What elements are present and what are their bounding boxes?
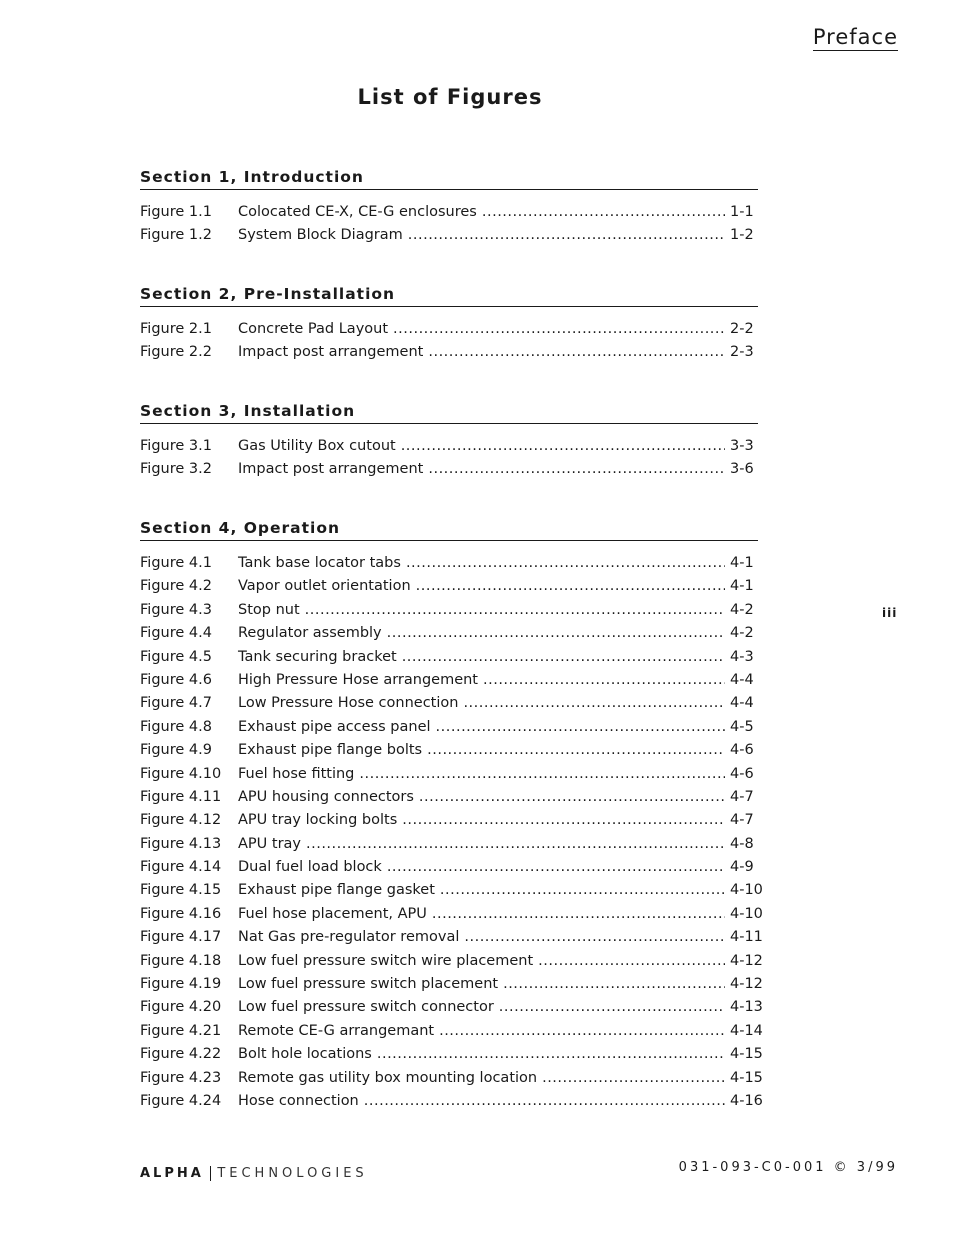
- list-item: [140, 555, 758, 578]
- figure-number: Figure 4.13: [140, 835, 222, 852]
- figure-caption: Impact post arrangement: [238, 344, 424, 361]
- entry-list: [140, 204, 758, 251]
- dot-leader: [402, 812, 725, 828]
- list-item: [140, 929, 763, 952]
- page-reference: 4-10: [730, 905, 763, 922]
- figure-number: Figure 4.6: [140, 671, 212, 688]
- dot-leader: [482, 204, 725, 220]
- list-item: [140, 1069, 763, 1093]
- figure-number: Figure 3.2: [140, 461, 212, 478]
- figure-caption: System Block Diagram: [238, 227, 403, 244]
- figure-number: Figure 4.21: [140, 1022, 222, 1039]
- list-item: [140, 836, 758, 859]
- page-reference: 3-6: [730, 461, 754, 478]
- list-item: [140, 321, 758, 344]
- list-item: [140, 999, 763, 1022]
- dot-leader: [305, 602, 725, 618]
- section-heading: Section 4, Operation: [140, 517, 758, 541]
- page-reference: 4-7: [730, 812, 754, 829]
- list-item: [140, 1092, 763, 1116]
- dot-leader: [402, 649, 725, 665]
- page-reference: 4-1: [730, 578, 754, 595]
- figure-caption: Exhaust pipe flange bolts: [238, 742, 423, 759]
- figure-caption: Low fuel pressure switch connector: [238, 999, 494, 1016]
- page-number: iii: [882, 606, 898, 620]
- figure-caption: Regulator assembly: [238, 625, 382, 642]
- figure-caption: Bolt hole locations: [238, 1046, 372, 1063]
- page-reference: 4-12: [730, 952, 763, 969]
- document-number: 031-093-C0-001 © 3/99: [678, 1160, 898, 1175]
- section-introduction: [140, 166, 758, 251]
- list-item: [140, 602, 758, 625]
- page-reference: 4-3: [730, 648, 754, 665]
- list-item: [140, 695, 758, 718]
- figure-caption: Dual fuel load block: [238, 859, 382, 876]
- page-reference: 4-4: [730, 671, 754, 688]
- figure-number: Figure 4.10: [140, 765, 222, 782]
- list-item: [140, 976, 763, 999]
- list-item: [140, 766, 758, 789]
- dot-leader: [364, 1093, 725, 1109]
- figure-number: Figure 4.3: [140, 601, 212, 618]
- dot-leader: [483, 672, 725, 688]
- section-heading: Section 1, Introduction: [140, 166, 758, 190]
- dot-leader: [306, 836, 725, 852]
- dot-leader: [387, 859, 725, 875]
- list-item: [140, 742, 758, 765]
- figure-number: Figure 4.7: [140, 695, 212, 712]
- figure-caption: Hose connection: [238, 1092, 359, 1109]
- figure-caption: Colocated CE-X, CE-G enclosures: [238, 204, 477, 220]
- page-reference: 4-6: [730, 742, 754, 759]
- page-reference: 2-3: [730, 344, 754, 361]
- figure-number: Figure 4.24: [140, 1092, 222, 1109]
- entry-list: [140, 555, 763, 1116]
- dot-leader: [439, 1023, 725, 1039]
- page-reference: 4-5: [730, 718, 754, 735]
- page-reference: 3-3: [730, 438, 754, 454]
- page-reference: 4-15: [730, 1046, 763, 1063]
- page-reference: 4-7: [730, 788, 754, 805]
- dot-leader: [419, 789, 725, 805]
- figure-caption: Low fuel pressure switch placement: [238, 976, 499, 993]
- list-item: [140, 1046, 763, 1069]
- figure-number: Figure 1.1: [140, 204, 212, 220]
- figure-number: Figure 3.1: [140, 438, 212, 454]
- logo-divider: [210, 1166, 212, 1181]
- figure-number: Figure 4.14: [140, 859, 222, 876]
- figure-number: Figure 4.12: [140, 812, 222, 829]
- dot-leader: [538, 953, 725, 969]
- page-reference: 4-1: [730, 555, 754, 571]
- figure-number: Figure 4.2: [140, 578, 212, 595]
- figure-caption: Nat Gas pre-regulator removal: [238, 929, 460, 946]
- figure-number: Figure 4.5: [140, 648, 212, 665]
- page-reference: 4-6: [730, 765, 754, 782]
- dot-leader: [503, 976, 725, 992]
- figure-number: Figure 4.22: [140, 1046, 222, 1063]
- dot-leader: [464, 929, 725, 945]
- list-item: [140, 812, 758, 835]
- dot-leader: [377, 1046, 725, 1062]
- page-reference: 4-11: [730, 929, 763, 946]
- page-reference: 2-2: [730, 321, 754, 337]
- list-item: [140, 859, 758, 882]
- figure-caption: Exhaust pipe flange gasket: [238, 882, 435, 899]
- figure-caption: Tank base locator tabs: [238, 555, 401, 571]
- dot-leader: [393, 321, 725, 337]
- figure-number: Figure 4.19: [140, 976, 222, 993]
- list-item: [140, 204, 758, 227]
- list-item: [140, 344, 758, 367]
- logo-secondary-text: TECHNOLOGIES: [217, 1165, 368, 1181]
- page-reference: 4-4: [730, 695, 754, 712]
- figure-caption: Remote CE-G arrangemant: [238, 1022, 435, 1039]
- dot-leader: [408, 227, 725, 243]
- figure-number: Figure 2.1: [140, 321, 212, 337]
- page-reference: 4-8: [730, 835, 754, 852]
- list-item: [140, 952, 763, 976]
- figure-caption: Impact post arrangement: [238, 461, 424, 478]
- figure-number: Figure 4.17: [140, 929, 222, 946]
- figure-caption: Fuel hose fitting: [238, 765, 355, 782]
- figure-caption: Vapor outlet orientation: [238, 578, 411, 595]
- figure-number: Figure 4.8: [140, 718, 212, 735]
- list-item: [140, 719, 758, 742]
- section-installation: [140, 400, 758, 485]
- page-reference: 4-16: [730, 1092, 763, 1109]
- figure-caption: Low Pressure Hose connection: [238, 695, 459, 712]
- dot-leader: [401, 438, 725, 454]
- dot-leader: [427, 742, 725, 758]
- list-item: [140, 625, 758, 648]
- figure-caption: High Pressure Hose arrangement: [238, 671, 478, 688]
- list-item: [140, 1022, 763, 1046]
- dot-leader: [499, 999, 725, 1015]
- list-item: [140, 438, 758, 461]
- dot-leader: [440, 882, 725, 898]
- page-reference: 4-12: [730, 976, 763, 993]
- list-item: [140, 882, 763, 905]
- entry-list: [140, 321, 758, 368]
- figure-caption: Fuel hose placement, APU: [238, 905, 427, 922]
- page-reference: 4-13: [730, 999, 763, 1016]
- figure-caption: Remote gas utility box mounting location: [238, 1069, 538, 1086]
- figure-caption: Concrete Pad Layout: [238, 321, 389, 337]
- section-pre-installation: [140, 283, 758, 368]
- dot-leader: [432, 906, 725, 922]
- figure-caption: APU tray: [238, 835, 301, 852]
- logo-primary-text: ALPHA: [140, 1165, 204, 1181]
- page-reference: 1-1: [730, 204, 754, 220]
- dot-leader: [406, 555, 725, 571]
- figure-number: Figure 4.11: [140, 788, 222, 805]
- page-reference: 4-15: [730, 1069, 763, 1086]
- list-item: [140, 905, 763, 929]
- figure-caption: Gas Utility Box cutout: [238, 438, 396, 454]
- list-item: [140, 672, 758, 695]
- figure-number: Figure 4.1: [140, 555, 212, 571]
- figure-caption: Stop nut: [238, 601, 300, 618]
- page-reference: 1-2: [730, 227, 754, 244]
- dot-leader: [416, 578, 725, 594]
- list-item: [140, 578, 758, 601]
- dot-leader: [463, 695, 725, 711]
- figure-number: Figure 4.20: [140, 999, 222, 1016]
- page-reference: 4-14: [730, 1022, 763, 1039]
- dot-leader: [387, 625, 725, 641]
- figure-caption: APU tray locking bolts: [238, 812, 398, 829]
- company-logo: [140, 1164, 368, 1182]
- page-reference: 4-2: [730, 625, 754, 642]
- figure-number: Figure 4.23: [140, 1069, 222, 1086]
- dot-leader: [428, 344, 725, 360]
- figure-caption: APU housing connectors: [238, 788, 414, 805]
- figure-caption: Low fuel pressure switch wire placement: [238, 952, 534, 969]
- page-reference: 4-10: [730, 882, 763, 899]
- list-item: [140, 789, 758, 812]
- dot-leader: [359, 766, 725, 782]
- figure-number: Figure 4.9: [140, 742, 212, 759]
- figure-number: Figure 2.2: [140, 344, 212, 361]
- list-item: [140, 227, 758, 250]
- figure-number: Figure 4.4: [140, 625, 212, 642]
- dot-leader: [542, 1070, 725, 1086]
- figure-number: Figure 1.2: [140, 227, 212, 244]
- page-title: List of Figures: [357, 85, 543, 109]
- page-reference: 4-2: [730, 601, 754, 618]
- list-item: [140, 461, 758, 484]
- page-reference: 4-9: [730, 859, 754, 876]
- section-heading: Section 3, Installation: [140, 400, 758, 424]
- figure-number: Figure 4.16: [140, 905, 222, 922]
- entry-list: [140, 438, 758, 485]
- section-header-label: Preface: [812, 25, 898, 49]
- dot-leader: [428, 461, 725, 477]
- dot-leader: [436, 719, 725, 735]
- figure-number: Figure 4.15: [140, 882, 222, 899]
- figure-caption: Exhaust pipe access panel: [238, 718, 431, 735]
- section-operation: [140, 517, 763, 1116]
- list-item: [140, 649, 758, 672]
- figure-caption: Tank securing bracket: [238, 648, 397, 665]
- figure-number: Figure 4.18: [140, 952, 222, 969]
- section-heading: Section 2, Pre-Installation: [140, 283, 758, 307]
